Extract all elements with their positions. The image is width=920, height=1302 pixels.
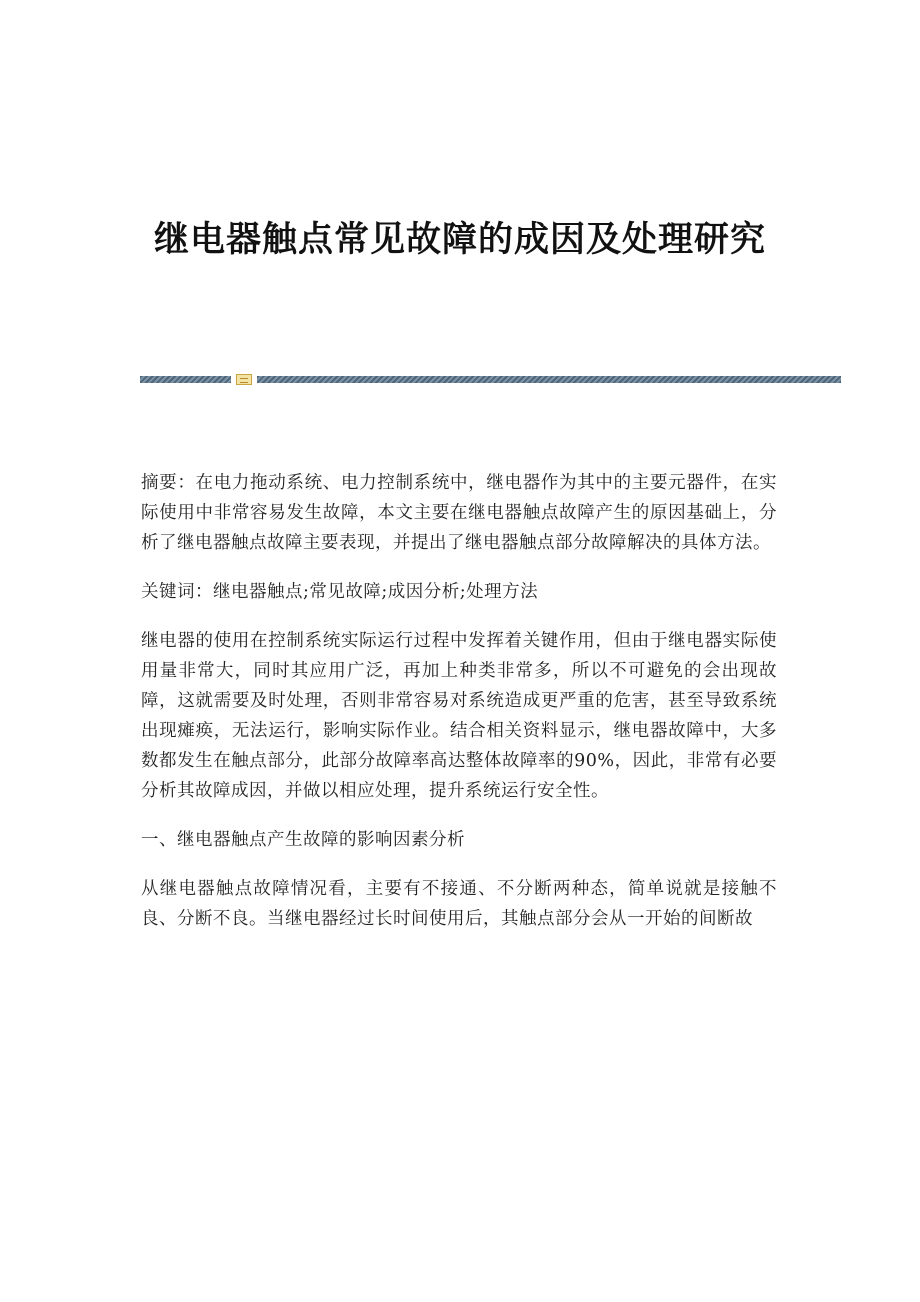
intro-paragraph: 继电器的使用在控制系统实际运行过程中发挥着关键作用，但由于继电器实际使用量非常大，同时其应用广泛，再加上种类非常多，所以不可避免的会出现故障，这就需要及时处理，否则非常容易对系统造成更严重的危害，甚至导致系统出现瘫痪，无法运行，影响实际作业。结合相关资料显示，继电器故障中，大多数都发生在触点部分，此部分故障率高达整体故障率的90%，因此，非常有必要分析其故障成因，并做以相应处理，提升系统运行安全性。 — [141, 631, 777, 801]
title-divider — [140, 374, 841, 385]
document-body — [141, 468, 777, 953]
divider-bar-left — [140, 376, 231, 383]
section-heading: 一、继电器触点产生故障的影响因素分析 — [141, 830, 465, 850]
document-title: 继电器触点常见故障的成因及处理研究 — [153, 219, 766, 260]
divider-ornament-icon — [236, 374, 252, 385]
divider-bar-right — [257, 376, 841, 383]
keywords-paragraph: 关键词：继电器触点;常见故障;成因分析;处理方法 — [141, 582, 539, 602]
section-paragraph: 从继电器触点故障情况看，主要有不接通、不分断两种态，简单说就是接触不良、分断不良。当继电器经过长时间使用后，其触点部分会从一开始的间断故 — [141, 879, 777, 929]
abstract-paragraph: 摘要：在电力拖动系统、电力控制系统中，继电器作为其中的主要元器件，在实际使用中非常容易发生故障，本文主要在继电器触点故障产生的原因基础上，分析了继电器触点故障主要表现，并提出了继电器触点部分故障解决的具体方法。 — [141, 473, 777, 553]
